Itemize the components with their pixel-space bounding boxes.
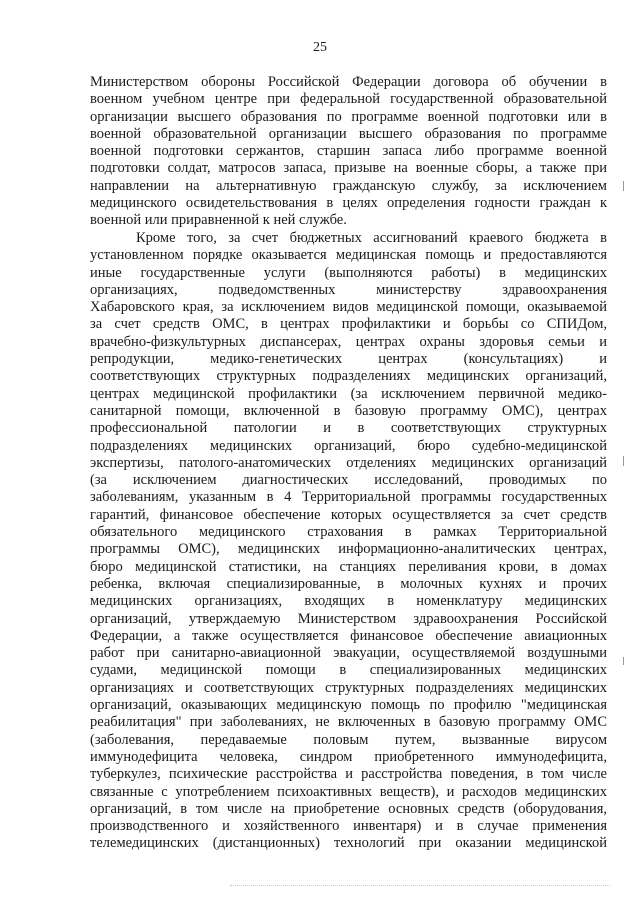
- text-line: военной подготовки сержантов, старшин запаса либо программе военной: [90, 143, 607, 160]
- text-line: бюро медицинской статистики, на станциях переливания крови, в домах: [90, 558, 607, 575]
- text-line: направлении на альтернативную гражданскую службу, за исключением: [90, 177, 607, 194]
- text-line: судами, медицинской помощи в специализированных медицинских: [90, 662, 607, 679]
- scan-artifact: [230, 885, 610, 887]
- text-line: Министерством обороны Российской Федерации договора об обучении в: [90, 74, 607, 90]
- text-line: репродукции, медико-генетических центрах (консультациях) и: [90, 351, 607, 368]
- text-line: экспертизы, патолого-анатомических отделениях медицинских организаций: [90, 454, 607, 471]
- text-line: установленном порядке оказывается медицинская помощь и предоставляются: [90, 247, 607, 264]
- text-line: ребенка, включая специализированные, в молочных кухнях и прочих: [90, 575, 607, 592]
- text-line: Федерации, а также осуществляется финансовое обеспечение авиационных: [90, 627, 607, 644]
- text-line: иммунодефицита человека, синдром приобретенного иммунодефицита,: [90, 748, 607, 765]
- text-line: центрах медицинской профилактики (за исключением первичной медико-: [90, 385, 607, 402]
- text-line: организаций, оказывающих медицинскую помощь по профилю "медицинская: [90, 697, 607, 714]
- text-line: (за исключением диагностических исследований, проводимых по: [90, 472, 607, 489]
- text-line: гарантий, финансовое обеспечение которых осуществляется за счет средств: [90, 506, 607, 523]
- text-line: программы ОМС), медицинских информационно-аналитических центрах,: [90, 541, 607, 558]
- text-line: военном учебном центре при федеральной государственной образовательной: [90, 91, 607, 108]
- text-line: реабилитация" при заболеваниях, не включенных в базовую программу ОМС: [90, 714, 607, 731]
- text-line: подготовки солдат, матросов запаса, призыве на военные сборы, а также при: [90, 160, 607, 177]
- text-line: Кроме того, за счет бюджетных ассигнований краевого бюджета в: [136, 230, 607, 246]
- text-line: обязательного медицинского страхования в рамках Территориальной: [90, 524, 607, 541]
- scan-artifact: [623, 657, 624, 665]
- paragraph-main: [90, 230, 607, 853]
- text-line: заболеваниям, указанным в 4 Территориальной программы государственных: [90, 489, 607, 506]
- paragraph-continuation: [90, 74, 607, 230]
- text-line: врачебно-физкультурных диспансерах, центрах охраны здоровья семьи и: [90, 333, 607, 350]
- text-line: военной образовательной организации высшего образования по программе: [90, 125, 607, 142]
- text-line: работ при санитарно-авиационной эвакуации, осуществляемой воздушными: [90, 645, 607, 662]
- text-line: за счет средств ОМС, в центрах профилактики и борьбы со СПИДом,: [90, 316, 607, 333]
- text-line: (заболевания, передаваемые половым путем, вызванные вирусом: [90, 731, 607, 748]
- text-line: организациях, подведомственных министерству здравоохранения: [90, 281, 607, 298]
- text-line: Хабаровского края, за исключением видов медицинской помощи, оказываемой: [90, 299, 607, 316]
- text-line: санитарной помощи, включенной в базовую программу ОМС), центрах: [90, 402, 607, 419]
- text-line: медицинских организациях, входящих в номенклатуру медицинских: [90, 593, 607, 610]
- text-line: связанные с употреблением психоактивных веществ), и расходов медицинских: [90, 783, 607, 800]
- text-line: подразделениях медицинских организаций, бюро судебно-медицинской: [90, 437, 607, 454]
- text-line: соответствующих структурных подразделениях медицинских организаций,: [90, 368, 607, 385]
- text-line: туберкулез, психические расстройства и расстройства поведения, в том числе: [90, 766, 607, 783]
- text-line: производственного и хозяйственного инвентаря) и в случае применения: [90, 818, 607, 835]
- text-line: медицинского освидетельствования в целях определения годности граждан к: [90, 195, 607, 212]
- page-number: 25: [313, 40, 327, 55]
- scan-artifact: [623, 456, 624, 466]
- text-line: иные государственные услуги (выполняются работы) в медицинских: [90, 264, 607, 281]
- text-line: телемедицинских (дистанционных) технологий при оказании медицинской: [90, 835, 607, 852]
- text-line: профессиональной патологии и в соответствующих структурных: [90, 420, 607, 437]
- scan-artifact: [623, 181, 624, 191]
- text-line: организациях и соответствующих структурных подразделениях медицинских: [90, 679, 607, 696]
- text-line: организаций, в том числе на приобретение основных средств (оборудования,: [90, 800, 607, 817]
- text-line: организации высшего образования по программе военной подготовки или в: [90, 108, 607, 125]
- text-line: военной или приравненной к ней службе.: [90, 212, 347, 229]
- text-line: организаций, утверждаемую Министерством здравоохранения Российской: [90, 610, 607, 627]
